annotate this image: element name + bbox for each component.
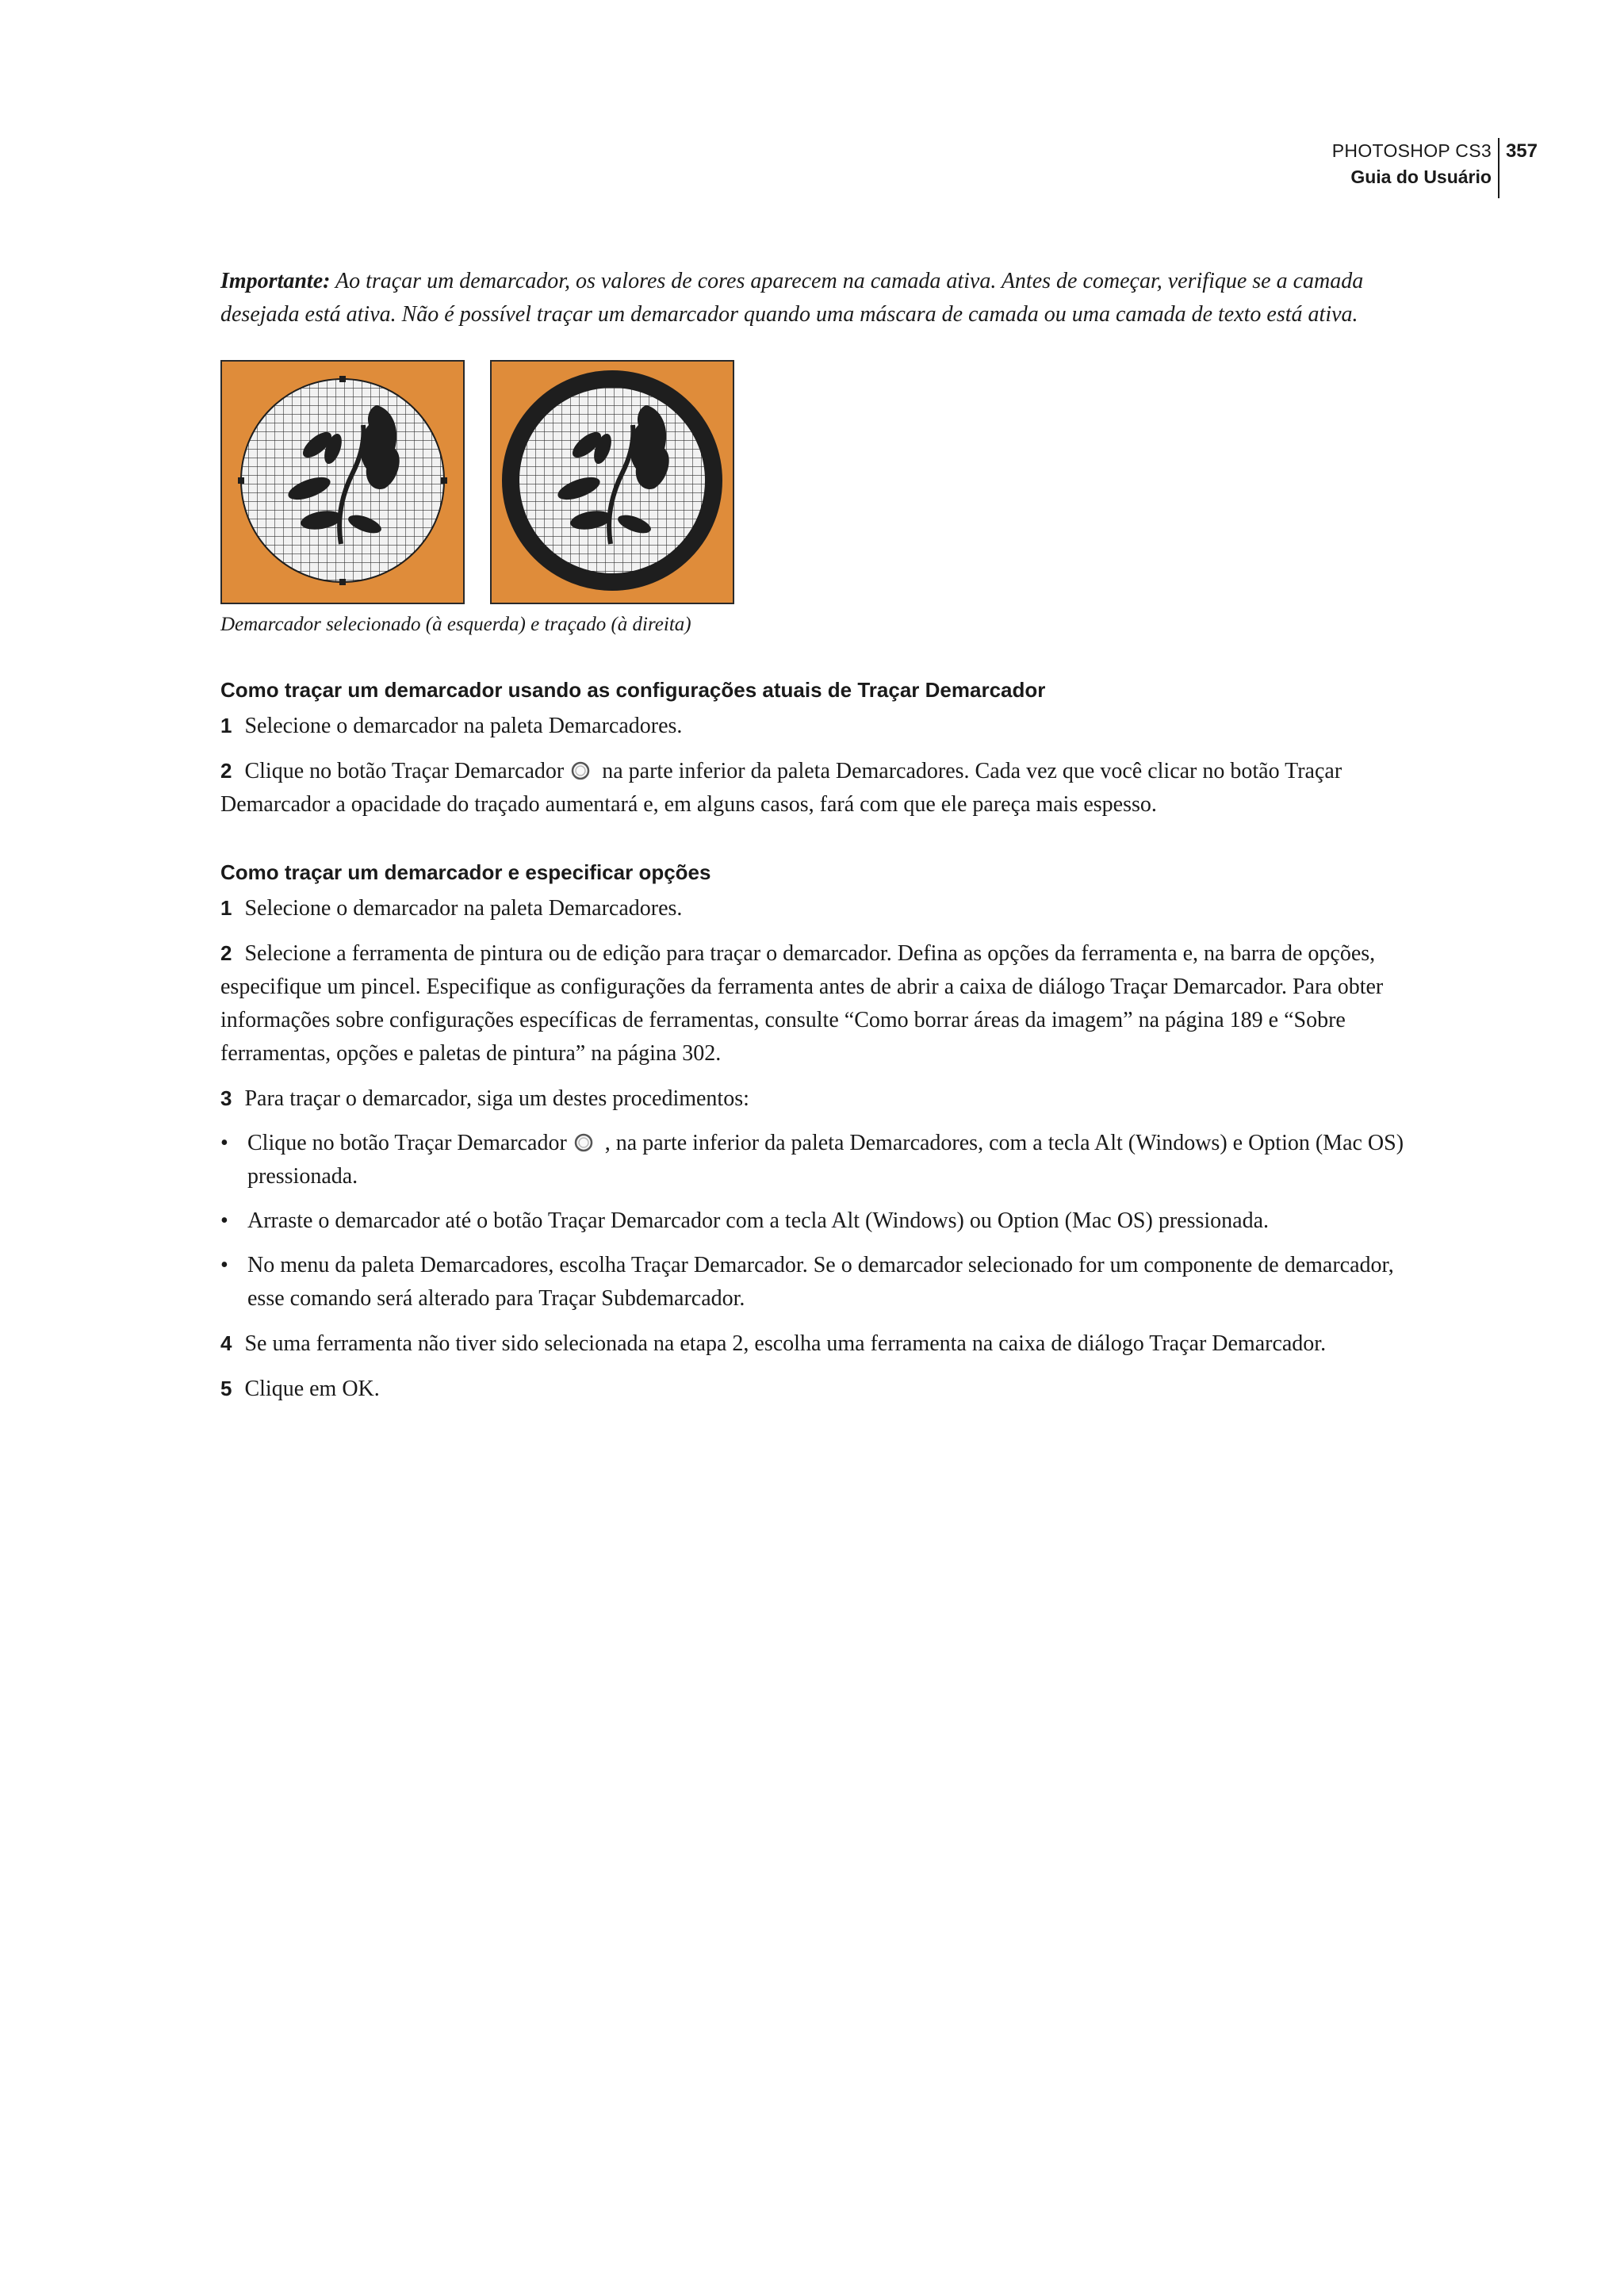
bullet-text-after: , na parte inferior da paleta Demarcadores, com a tecla Alt (Windows) e Option (Mac OS) pressionada. bbox=[247, 1131, 1404, 1189]
bullet-text: No menu da paleta Demarcadores, escolha Traçar Demarcador. Se o demarcador selecionado for um componente de demarcador, esse comando será alterado para Traçar Subdemarcador. bbox=[247, 1253, 1394, 1311]
section2-step-5 bbox=[220, 1372, 1419, 1406]
stroked-path-illustration bbox=[492, 362, 733, 603]
page-header bbox=[1332, 138, 1538, 198]
note-text: Ao traçar um demarcador, os valores de cores aparecem na camada ativa. Antes de começar, verifique se a camada desejada está ativa. Não é possível traçar um demarcador quando uma máscara de camada ou uma camada de texto está ativa. bbox=[220, 269, 1364, 327]
header-title-block bbox=[1332, 138, 1500, 198]
bullet-dot: • bbox=[220, 1131, 228, 1155]
section1-step-1 bbox=[220, 709, 1419, 743]
figure bbox=[220, 360, 1419, 604]
step-text-before: Clique no botão Traçar Demarcador bbox=[244, 759, 565, 783]
selected-path-illustration bbox=[222, 362, 463, 603]
page-content bbox=[220, 265, 1419, 1417]
page-number: 357 bbox=[1505, 140, 1538, 162]
important-note bbox=[220, 265, 1419, 331]
stroke-path-button-icon bbox=[573, 1132, 594, 1153]
step-text: Selecione a ferramenta de pintura ou de edição para traçar o demarcador. Defina as opções da ferramenta e, na barra de opções, especifique um pincel. Especifique as configurações da ferramenta antes de abrir a caixa de diálogo Traçar Demarcador. Para obter informações sobre configurações específicas de ferramentas, consulte “Como borrar áreas da imagem” na página 189 e “Sobre ferramentas, opções e paletas de pintura” na página 302. bbox=[220, 941, 1384, 1066]
step-number: 2 bbox=[220, 941, 232, 965]
section1-heading: Como traçar um demarcador usando as configurações atuais de Traçar Demarcador bbox=[220, 678, 1046, 702]
section2-step-3 bbox=[220, 1082, 1419, 1116]
step-number: 1 bbox=[220, 896, 232, 920]
figure-panel-stroked bbox=[490, 360, 734, 604]
section2-step-4 bbox=[220, 1327, 1419, 1361]
section2-step-1 bbox=[220, 891, 1419, 925]
step-text-after: na parte inferior da paleta Demarcadores. Cada vez que você clicar no botão Traçar Demarcador a opacidade do traçado aumentará e, em alguns casos, fará com que ele pareça mais espesso. bbox=[220, 759, 1342, 817]
section2-step-2 bbox=[220, 936, 1419, 1070]
bullet-item bbox=[220, 1204, 1419, 1238]
step-text: Clique em OK. bbox=[244, 1377, 380, 1401]
step-number: 2 bbox=[220, 759, 232, 783]
note-label: Importante: bbox=[220, 269, 331, 293]
bullet-item bbox=[220, 1249, 1419, 1316]
stroke-path-button-icon bbox=[570, 760, 591, 781]
bullet-item bbox=[220, 1127, 1419, 1193]
bullet-text-before: Clique no botão Traçar Demarcador bbox=[247, 1131, 567, 1155]
step-text: Para traçar o demarcador, siga um destes procedimentos: bbox=[244, 1086, 749, 1111]
bullet-dot: • bbox=[220, 1208, 228, 1233]
header-product: PHOTOSHOP CS3 bbox=[1331, 140, 1492, 161]
bullet-text: Arraste o demarcador até o botão Traçar Demarcador com a tecla Alt (Windows) ou Option (Mac OS) pressionada. bbox=[247, 1208, 1269, 1233]
section2-heading: Como traçar um demarcador e especificar opções bbox=[220, 860, 711, 884]
step-number: 5 bbox=[220, 1377, 232, 1400]
section1-step-2 bbox=[220, 754, 1419, 821]
step-text: Selecione o demarcador na paleta Demarcadores. bbox=[244, 896, 683, 921]
bullet-dot: • bbox=[220, 1253, 228, 1277]
step-text: Selecione o demarcador na paleta Demarcadores. bbox=[244, 714, 683, 738]
figure-panel-selected bbox=[220, 360, 465, 604]
header-guide: Guia do Usuário bbox=[1350, 167, 1492, 187]
step-text: Se uma ferramenta não tiver sido selecionada na etapa 2, escolha uma ferramenta na caixa de diálogo Traçar Demarcador. bbox=[244, 1331, 1327, 1356]
figure-caption: Demarcador selecionado (à esquerda) e traçado (à direita) bbox=[220, 614, 691, 635]
step-number: 3 bbox=[220, 1086, 232, 1110]
step-number: 1 bbox=[220, 714, 232, 737]
step-number: 4 bbox=[220, 1331, 232, 1355]
